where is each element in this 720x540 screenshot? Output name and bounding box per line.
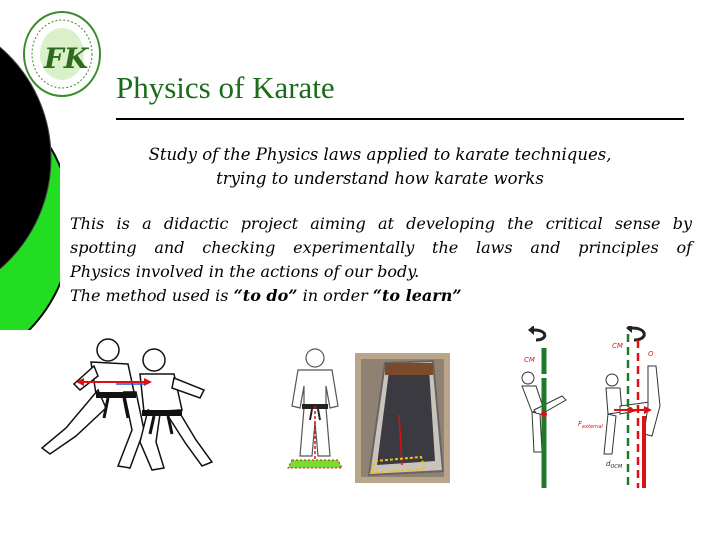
- distance-label: [606, 460, 623, 470]
- slide-title: Physics of Karate: [116, 70, 335, 105]
- method-quote-do: “to do”: [233, 286, 298, 305]
- force-label: [578, 420, 603, 430]
- cm-label-right: CM: [612, 342, 623, 350]
- subtitle-line-2: trying to understand how karate works: [216, 169, 544, 188]
- experiment-photo: [355, 353, 450, 483]
- body-line-2: spotting and checking experimentally the laws and principles of: [70, 238, 692, 257]
- o-label: O: [648, 350, 654, 358]
- body-line-4: [70, 284, 692, 308]
- force-label-main: F: [578, 420, 583, 428]
- slide-body: [70, 212, 692, 308]
- body-line-3: Physics involved in the actions of our body.: [70, 262, 420, 281]
- karateka-gi-illustration: [280, 346, 350, 476]
- slide-subtitle: [70, 143, 690, 191]
- title-underline: [116, 118, 684, 120]
- body-line-1: This is a didactic project aiming at developing the critical sense by: [70, 214, 692, 233]
- cm-label-left: CM: [524, 356, 535, 364]
- subtitle-line-1: Study of the Physics laws applied to karate techniques,: [148, 145, 612, 164]
- force-label-subscript: external: [582, 424, 603, 430]
- distance-label-main: d: [606, 460, 611, 468]
- fk-logo: [20, 6, 104, 102]
- distance-label-subscript: OCM: [610, 464, 623, 470]
- logo-monogram: FK: [44, 42, 89, 75]
- method-quote-learn: “to learn”: [372, 286, 462, 305]
- method-text-pre: The method used is: [70, 286, 234, 305]
- method-text-mid: in order: [297, 286, 373, 305]
- kick-physics-diagram: [508, 326, 668, 491]
- karate-sparring-illustration: [36, 330, 226, 480]
